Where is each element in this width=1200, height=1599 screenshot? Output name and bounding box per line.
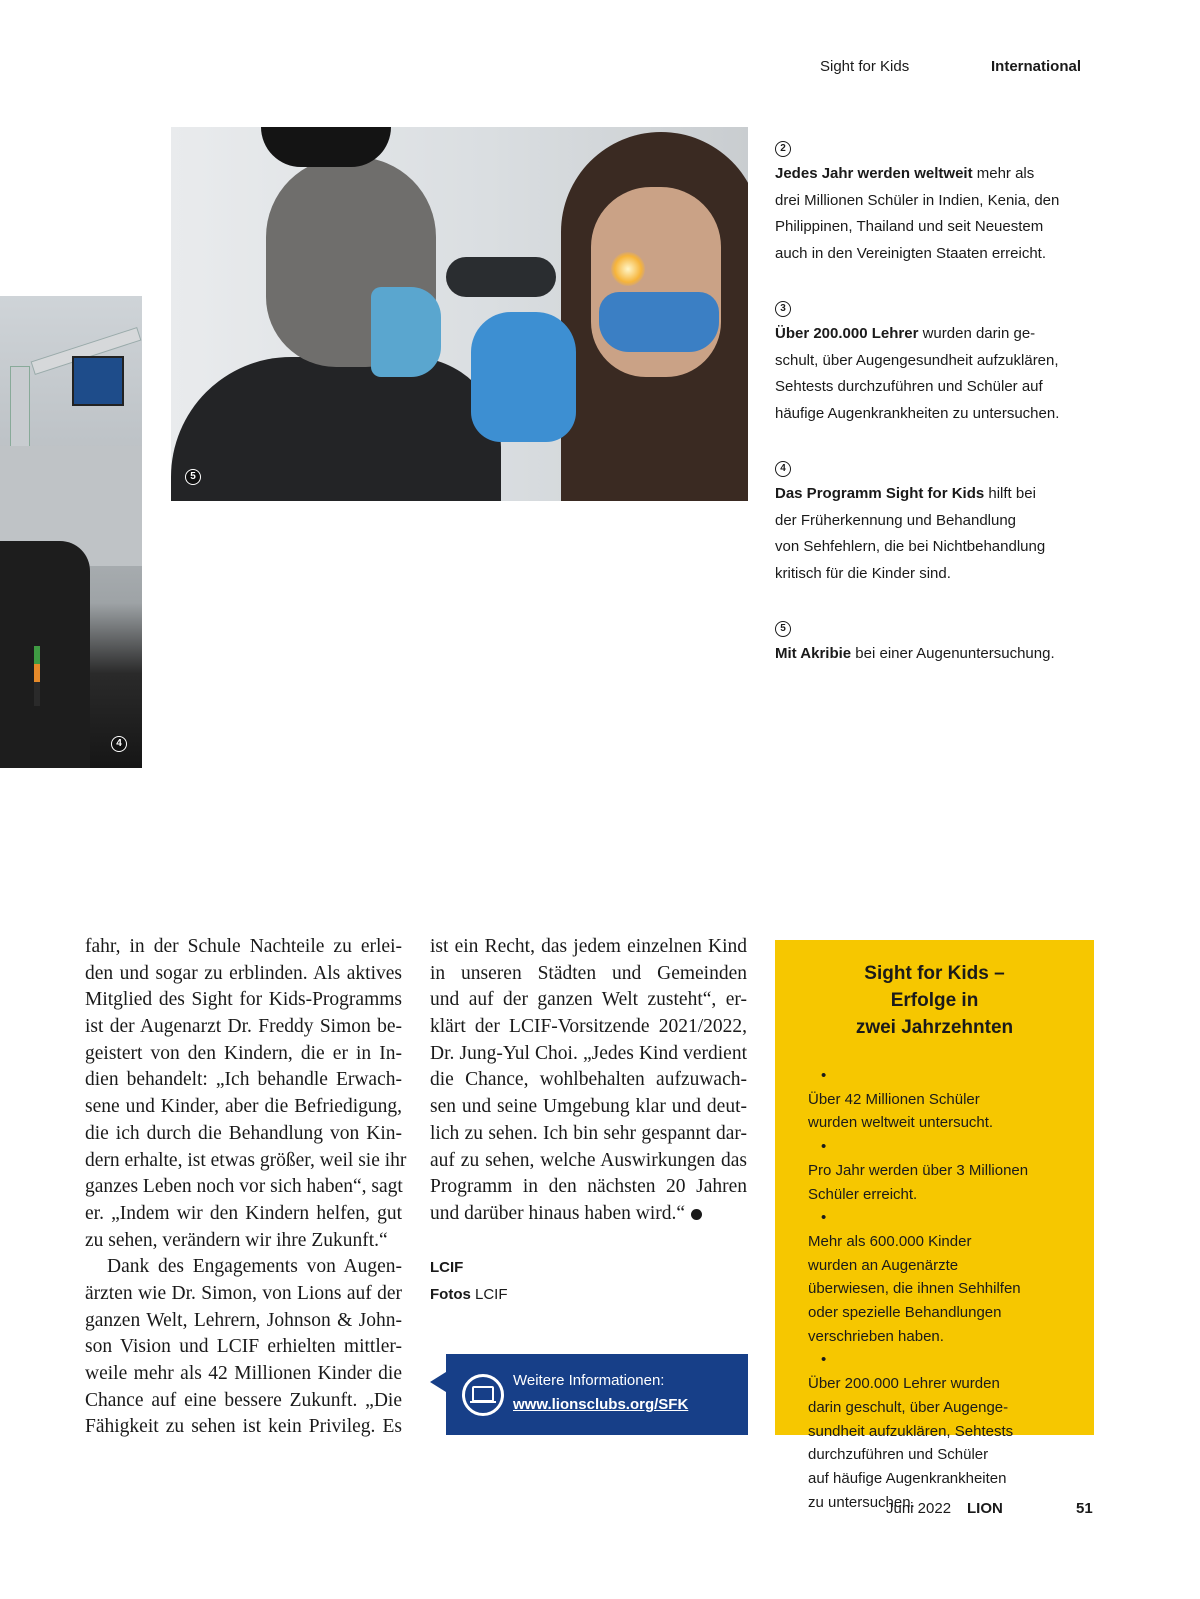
more-info-link[interactable]: www.lionsclubs.org/SFK xyxy=(513,1396,689,1413)
list-item: • Mehr als 600.000 Kinder wurden an Augenärzte überwiesen, die ihnen Sehhilfen oder spezielle Behandlungen verschrieben haben. xyxy=(808,1209,1021,1345)
caption-4: Das Programm Sight for Kids hilft bei der Früherkennung und Behandlung von Sehfehlern, die bei Nichtbehandlung kritisch für die Kinder sind. xyxy=(775,485,1046,583)
caption-number: 2 xyxy=(775,141,791,157)
footer-issue-month: Juni 2022 xyxy=(886,1500,952,1517)
photo-marker-5: 5 xyxy=(185,469,201,485)
more-info-box[interactable] xyxy=(446,1354,748,1435)
running-head-section: Sight for Kids xyxy=(820,58,910,75)
facts-box-title: Sight for Kids – Erfolge in zwei Jahrzehnten xyxy=(855,963,1014,1038)
page-number: 51 xyxy=(1076,1500,1093,1517)
caption-number: 4 xyxy=(775,461,791,477)
end-of-article-icon xyxy=(691,1209,702,1220)
caption-number: 5 xyxy=(775,621,791,637)
caption-5: Mit Akribie bei einer Augenuntersuchung. xyxy=(775,645,1055,662)
photo-eye-exam-equipment xyxy=(0,296,142,768)
facts-list xyxy=(808,1064,1028,1514)
footer-magazine-name: LION xyxy=(967,1500,1003,1517)
running-head-department: International xyxy=(991,58,1082,75)
author-credit: LCIF xyxy=(430,1259,464,1276)
more-info-label: Weitere Informationen: xyxy=(513,1372,665,1389)
article-last-line: und darüber hinaus haben wird.“ xyxy=(430,1202,686,1224)
article-column-2: ist ein Recht, das jedem einzelnen Kind in unseren Städten und Gemeinden und auf der ganzen Welt zusteht“, er- klärt der LCIF-Vorsitzende 2021/2022, Dr. Jung-Yul Choi. „Jedes Kind verdient die Chance, wohlbehalten aufzuwach- sen und seine Umgebung klar und deut- lich zu sehen. Ich bin sehr gespannt dar- auf zu sehen, welche Auswirkungen das Programm in den nächsten 20 Jahren und darüber hinaus haben wird.“ xyxy=(430,936,747,1224)
caption-2: Jedes Jahr werden weltweit mehr als drei Millionen Schüler in Indien, Kenia, den Philippinen, Thailand und seit Neuestem auch in den Vereinigten Staaten erreicht. xyxy=(775,165,1060,263)
photo-credit: Fotos LCIF xyxy=(430,1286,508,1303)
web-link-icon xyxy=(462,1374,504,1416)
list-item: • Über 42 Millionen Schüler wurden weltweit untersucht. xyxy=(808,1067,994,1132)
caption-3: Über 200.000 Lehrer wurden darin ge- schult, über Augengesundheit aufzuklären, Sehtests durchzuführen und Schüler auf häufige Augenkrankheiten zu untersuchen. xyxy=(775,325,1060,423)
list-item: • Über 200.000 Lehrer wurden darin geschult, über Augenge- sundheit aufzuklären, Sehtests durchzuführen und Schüler auf häufige Augenkrankheiten zu untersuchen. xyxy=(808,1351,1014,1511)
caption-number: 3 xyxy=(775,301,791,317)
photo-doctor-examining-girl xyxy=(171,127,748,501)
article-column-1: fahr, in der Schule Nachteile zu erlei- den und sogar zu erblinden. Als aktives Mitglied des Sight for Kids-Programms ist der Augenarzt Dr. Freddy Simon be- geistert von den Kindern, die er in In- dien behandelt: „Ich behandle Erwach- sene und Kinder, aber die Befriedigung, die ich durch die Behandlung von Kin- dern erhalte, ist etwas größer, weil sie ihr ganzes Leben noch vor sich haben“, sagt er. „Indem wir den Kindern helfen, gut zu sehen, verändern wir ihre Zukunft.“ Dank des Engagements von Augen- ärzten wie Dr. Simon, von Lions auf der ganzen Welt, Lehrern, Johnson & John- son Vision und LCIF erhielten mittler- weile mehr als 42 Millionen Kinder die Chance auf eine bessere Zukunft. „Die Fähigkeit zu sehen ist kein Privileg. Es xyxy=(85,936,407,1438)
list-item: • Pro Jahr werden über 3 Millionen Schüler erreicht. xyxy=(808,1138,1029,1203)
photo-marker-4: 4 xyxy=(111,736,127,752)
